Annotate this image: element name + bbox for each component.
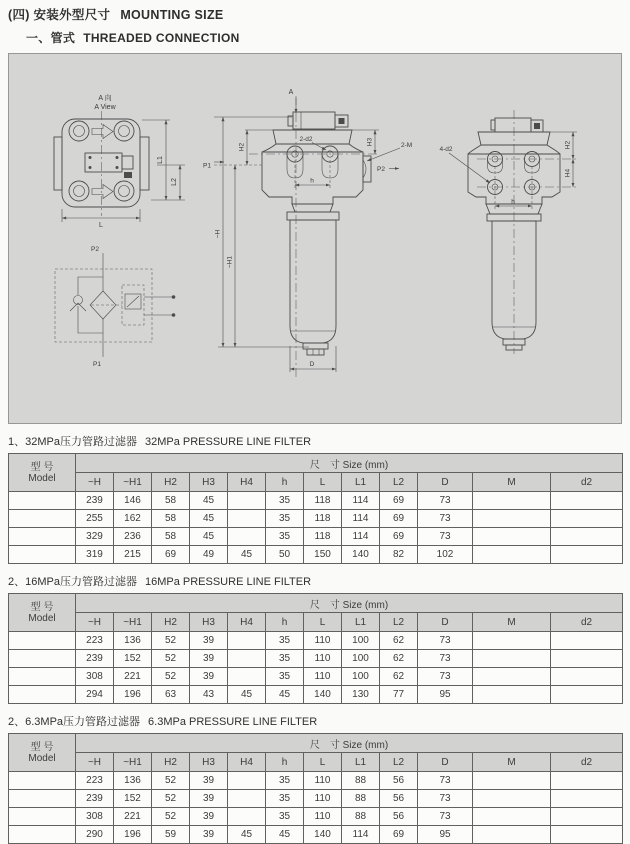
- data-cell: 35: [266, 650, 304, 668]
- size-header: 尺 寸 Size (mm): [76, 594, 623, 613]
- data-cell: 73: [418, 510, 473, 528]
- data-cell: 45: [228, 686, 266, 704]
- data-cell: 140: [342, 546, 380, 564]
- data-cell: 43: [190, 686, 228, 704]
- data-cell: 73: [418, 772, 473, 790]
- data-cell: [551, 546, 623, 564]
- section-title: [8, 713, 630, 729]
- data-cell: 114: [342, 528, 380, 546]
- data-cell: [473, 772, 551, 790]
- model-header-zh: 型 号: [30, 461, 54, 473]
- data-cell: 95: [418, 826, 473, 844]
- svg-text:L1: L1: [157, 156, 164, 164]
- model-header: [9, 734, 76, 772]
- data-cell: 52: [152, 790, 190, 808]
- table-row: [9, 686, 623, 704]
- label-4-d2: [439, 146, 490, 183]
- size-header: 尺 寸 Size (mm): [76, 454, 623, 473]
- svg-text:h: h: [310, 177, 314, 185]
- column-header-h: ~H: [76, 473, 114, 492]
- data-cell: 329: [76, 528, 114, 546]
- data-cell: 110: [304, 632, 342, 650]
- data-cell: [551, 790, 623, 808]
- data-cell: 73: [418, 668, 473, 686]
- model-header-en: Model: [28, 472, 56, 484]
- table-row: [9, 826, 623, 844]
- data-cell: 140: [304, 826, 342, 844]
- column-header-h1: ~H1: [114, 473, 152, 492]
- data-cell: 100: [342, 632, 380, 650]
- data-cell: 114: [342, 492, 380, 510]
- model-cell: [9, 632, 76, 650]
- data-cell: [473, 650, 551, 668]
- data-cell: [473, 528, 551, 546]
- data-cell: 45: [190, 510, 228, 528]
- data-cell: 88: [342, 772, 380, 790]
- data-cell: 56: [380, 790, 418, 808]
- data-cell: 100: [342, 650, 380, 668]
- svg-text:H4: H4: [564, 168, 572, 178]
- column-header-d2: d2: [551, 613, 623, 632]
- column-header-l: L: [304, 613, 342, 632]
- data-cell: 62: [380, 668, 418, 686]
- column-header-h3: H3: [190, 753, 228, 772]
- page-title: [8, 5, 630, 23]
- size-table-32mpa: [8, 453, 623, 564]
- model-header-en: Model: [28, 612, 56, 624]
- technical-drawing: [9, 54, 621, 423]
- column-header-h4: H4: [228, 473, 266, 492]
- column-header-d: D: [418, 753, 473, 772]
- data-cell: [551, 492, 623, 510]
- model-cell: [9, 772, 76, 790]
- data-cell: 35: [266, 790, 304, 808]
- hydraulic-schematic: [55, 246, 175, 368]
- data-cell: [473, 492, 551, 510]
- data-cell: 69: [380, 492, 418, 510]
- dim-H1: [227, 165, 236, 347]
- model-cell: [9, 546, 76, 564]
- data-cell: [473, 632, 551, 650]
- data-cell: 118: [304, 528, 342, 546]
- data-cell: 50: [266, 546, 304, 564]
- schematic-port-p1: P1: [93, 361, 101, 368]
- data-cell: [551, 632, 623, 650]
- data-cell: 58: [152, 510, 190, 528]
- data-cell: 52: [152, 632, 190, 650]
- data-cell: 110: [304, 668, 342, 686]
- table-row: [9, 546, 623, 564]
- data-cell: 59: [152, 826, 190, 844]
- data-cell: 146: [114, 492, 152, 510]
- data-cell: 69: [380, 510, 418, 528]
- data-cell: 319: [76, 546, 114, 564]
- table-row: [9, 668, 623, 686]
- column-header-h: ~H: [76, 753, 114, 772]
- column-header-h: ~H: [76, 613, 114, 632]
- data-cell: 49: [190, 546, 228, 564]
- table-row: [9, 772, 623, 790]
- svg-text:L: L: [99, 222, 103, 229]
- svg-text:~H: ~H: [214, 229, 222, 239]
- section-no: 2、: [8, 716, 26, 728]
- data-cell: 196: [114, 826, 152, 844]
- data-cell: 45: [190, 492, 228, 510]
- model-cell: [9, 492, 76, 510]
- data-cell: 150: [304, 546, 342, 564]
- page-title-en: MOUNTING SIZE: [120, 8, 224, 22]
- data-cell: 45: [266, 686, 304, 704]
- column-header-m: M: [473, 613, 551, 632]
- table-row: [9, 528, 623, 546]
- flow-arrow-icon: [92, 185, 113, 199]
- section-title: [8, 573, 630, 589]
- data-cell: 221: [114, 808, 152, 826]
- label-2-d2: [299, 136, 326, 150]
- page-title-zh: (四) 安装外型尺寸: [8, 8, 111, 22]
- table-row: [9, 510, 623, 528]
- clog-indicator-side: [491, 118, 543, 132]
- svg-text:h: h: [511, 198, 515, 206]
- svg-text:L2: L2: [171, 178, 178, 186]
- data-cell: 52: [152, 650, 190, 668]
- svg-text:H2: H2: [564, 140, 572, 150]
- data-cell: 223: [76, 632, 114, 650]
- label-2-M: [367, 142, 412, 161]
- page-subtitle-zh: 一、管式: [26, 31, 76, 45]
- data-cell: [551, 510, 623, 528]
- column-header-l1: L1: [342, 473, 380, 492]
- data-cell: 73: [418, 492, 473, 510]
- data-cell: 136: [114, 632, 152, 650]
- data-cell: [228, 492, 266, 510]
- data-cell: 73: [418, 808, 473, 826]
- data-cell: 35: [266, 668, 304, 686]
- data-cell: 56: [380, 772, 418, 790]
- data-cell: 114: [342, 826, 380, 844]
- column-header-h: h: [266, 753, 304, 772]
- dim-h-side: [495, 166, 532, 209]
- data-cell: 39: [190, 668, 228, 686]
- data-cell: 239: [76, 790, 114, 808]
- column-header-l: L: [304, 473, 342, 492]
- data-cell: 35: [266, 492, 304, 510]
- model-cell: [9, 826, 76, 844]
- table-row: [9, 492, 623, 510]
- data-cell: [473, 790, 551, 808]
- filter-head-side: [468, 132, 577, 214]
- side-view: [439, 110, 577, 354]
- data-cell: [228, 510, 266, 528]
- model-cell: [9, 668, 76, 686]
- data-cell: 58: [152, 492, 190, 510]
- data-cell: 35: [266, 632, 304, 650]
- svg-text:H2: H2: [238, 142, 246, 152]
- data-cell: [473, 510, 551, 528]
- data-cell: [551, 650, 623, 668]
- section-title-zh: 6.3MPa压力管路过滤器: [25, 716, 141, 728]
- column-header-d2: d2: [551, 473, 623, 492]
- column-header-h2: H2: [152, 753, 190, 772]
- data-cell: 77: [380, 686, 418, 704]
- dim-H3: [351, 130, 379, 154]
- data-cell: 52: [152, 668, 190, 686]
- column-header-h3: H3: [190, 613, 228, 632]
- data-cell: 62: [380, 650, 418, 668]
- flow-arrow-icon: [92, 125, 113, 139]
- filter-symbol: [90, 291, 116, 319]
- column-header-m: M: [473, 753, 551, 772]
- data-cell: [228, 668, 266, 686]
- data-cell: 140: [304, 686, 342, 704]
- column-header-l1: L1: [342, 613, 380, 632]
- data-cell: 118: [304, 492, 342, 510]
- model-cell: [9, 510, 76, 528]
- data-cell: 35: [266, 808, 304, 826]
- dim-L: [62, 209, 140, 229]
- data-cell: 69: [380, 528, 418, 546]
- data-cell: 52: [152, 808, 190, 826]
- section-title-en: 6.3MPa PRESSURE LINE FILTER: [148, 716, 318, 728]
- data-cell: 69: [152, 546, 190, 564]
- a-view-label-zh: A 向: [98, 95, 112, 102]
- data-cell: 45: [228, 546, 266, 564]
- data-cell: 136: [114, 772, 152, 790]
- dim-L1: [142, 120, 185, 200]
- data-cell: [551, 668, 623, 686]
- a-view-label-en: A View: [94, 104, 116, 111]
- dim-H2: [239, 130, 276, 165]
- data-cell: 73: [418, 528, 473, 546]
- data-cell: 73: [418, 650, 473, 668]
- data-cell: 88: [342, 808, 380, 826]
- data-cell: 58: [152, 528, 190, 546]
- data-cell: 39: [190, 772, 228, 790]
- size-table-16mpa: [8, 593, 623, 704]
- data-cell: [551, 528, 623, 546]
- data-cell: 118: [304, 510, 342, 528]
- data-cell: 52: [152, 772, 190, 790]
- section-32mpa: [8, 433, 630, 564]
- dim-L2: [157, 165, 185, 200]
- column-header-h4: H4: [228, 613, 266, 632]
- column-header-h3: H3: [190, 473, 228, 492]
- section-16mpa: [8, 573, 630, 704]
- label-p1: [203, 162, 262, 170]
- drawing-panel: [8, 53, 622, 424]
- dim-H2-side: [549, 132, 577, 159]
- view-arrow-label: A: [288, 89, 294, 96]
- column-header-d: D: [418, 613, 473, 632]
- data-cell: 221: [114, 668, 152, 686]
- svg-text:P2: P2: [377, 166, 385, 173]
- svg-text:4-d2: 4-d2: [439, 146, 453, 153]
- schematic-port-p2: P2: [91, 246, 99, 253]
- model-header-en: Model: [28, 752, 56, 764]
- column-header-h2: H2: [152, 613, 190, 632]
- svg-text:~H1: ~H1: [226, 255, 234, 269]
- clog-indicator: [288, 112, 348, 129]
- page-subtitle-en: THREADED CONNECTION: [83, 31, 240, 45]
- column-header-l: L: [304, 753, 342, 772]
- data-cell: [473, 686, 551, 704]
- data-cell: 294: [76, 686, 114, 704]
- data-cell: 236: [114, 528, 152, 546]
- model-cell: [9, 528, 76, 546]
- data-cell: 152: [114, 790, 152, 808]
- dim-H: [214, 117, 309, 347]
- page-subtitle: [26, 29, 630, 46]
- svg-text:P1: P1: [203, 162, 211, 170]
- data-cell: 45: [190, 528, 228, 546]
- column-header-l2: L2: [380, 613, 418, 632]
- section-title-en: 32MPa PRESSURE LINE FILTER: [144, 436, 312, 448]
- size-header: 尺 寸 Size (mm): [76, 734, 623, 753]
- data-cell: 308: [76, 668, 114, 686]
- data-cell: 35: [266, 528, 304, 546]
- data-cell: 102: [418, 546, 473, 564]
- model-header: [9, 594, 76, 632]
- column-header-l2: L2: [380, 753, 418, 772]
- data-cell: 39: [190, 632, 228, 650]
- data-cell: 196: [114, 686, 152, 704]
- pressure-switch-symbol: [116, 285, 175, 325]
- data-cell: 215: [114, 546, 152, 564]
- data-cell: [473, 668, 551, 686]
- column-header-h: h: [266, 473, 304, 492]
- data-cell: [228, 790, 266, 808]
- data-cell: 110: [304, 772, 342, 790]
- model-cell: [9, 790, 76, 808]
- table-row: [9, 650, 623, 668]
- data-cell: 56: [380, 808, 418, 826]
- data-cell: 45: [266, 826, 304, 844]
- data-cell: 152: [114, 650, 152, 668]
- section-no: 1、: [8, 436, 26, 448]
- data-cell: 62: [380, 632, 418, 650]
- data-cell: 100: [342, 668, 380, 686]
- column-header-d2: d2: [551, 753, 623, 772]
- data-cell: 290: [76, 826, 114, 844]
- data-cell: 39: [190, 808, 228, 826]
- section-6-3mpa: [8, 713, 630, 844]
- model-header-zh: 型 号: [30, 601, 54, 613]
- model-header: [9, 454, 76, 492]
- svg-text:H3: H3: [366, 137, 374, 147]
- dim-h-front: [295, 160, 330, 188]
- data-cell: 110: [304, 790, 342, 808]
- data-cell: 39: [190, 826, 228, 844]
- data-cell: 110: [304, 650, 342, 668]
- data-cell: 223: [76, 772, 114, 790]
- data-cell: 69: [380, 826, 418, 844]
- column-header-h4: H4: [228, 753, 266, 772]
- data-cell: 95: [418, 686, 473, 704]
- filter-bowl: [287, 204, 339, 355]
- size-table-6-3mpa: [8, 733, 623, 844]
- data-cell: 82: [380, 546, 418, 564]
- data-cell: [473, 826, 551, 844]
- column-header-l2: L2: [380, 473, 418, 492]
- indicator-block: [85, 153, 133, 178]
- svg-text:D: D: [309, 361, 315, 368]
- data-cell: [228, 528, 266, 546]
- data-cell: 35: [266, 510, 304, 528]
- column-header-h2: H2: [152, 473, 190, 492]
- data-cell: 88: [342, 790, 380, 808]
- data-cell: 255: [76, 510, 114, 528]
- data-cell: 39: [190, 650, 228, 668]
- data-cell: 35: [266, 772, 304, 790]
- top-view: [54, 93, 185, 229]
- data-cell: [551, 686, 623, 704]
- data-cell: [228, 772, 266, 790]
- data-cell: 130: [342, 686, 380, 704]
- data-cell: 114: [342, 510, 380, 528]
- data-cell: 239: [76, 492, 114, 510]
- model-cell: [9, 650, 76, 668]
- data-cell: 162: [114, 510, 152, 528]
- svg-text:2-M: 2-M: [401, 142, 413, 149]
- data-cell: 63: [152, 686, 190, 704]
- section-title-zh: 32MPa压力管路过滤器: [25, 436, 137, 448]
- data-cell: 239: [76, 650, 114, 668]
- model-cell: [9, 686, 76, 704]
- svg-text:2-d2: 2-d2: [299, 136, 313, 143]
- data-cell: [473, 546, 551, 564]
- data-cell: 73: [418, 790, 473, 808]
- filter-head: [249, 130, 379, 204]
- table-row: [9, 632, 623, 650]
- model-header-zh: 型 号: [30, 741, 54, 753]
- data-cell: 110: [304, 808, 342, 826]
- section-title-en: 16MPa PRESSURE LINE FILTER: [144, 576, 312, 588]
- column-header-l1: L1: [342, 753, 380, 772]
- column-header-h: h: [266, 613, 304, 632]
- column-header-h1: ~H1: [114, 613, 152, 632]
- section-no: 2、: [8, 576, 26, 588]
- data-cell: [228, 632, 266, 650]
- section-title: [8, 433, 630, 449]
- label-p2: [377, 166, 399, 173]
- data-cell: [551, 826, 623, 844]
- column-header-d: D: [418, 473, 473, 492]
- data-cell: 39: [190, 790, 228, 808]
- front-view: [203, 89, 412, 379]
- column-header-m: M: [473, 473, 551, 492]
- data-cell: 308: [76, 808, 114, 826]
- data-cell: [551, 772, 623, 790]
- section-title-zh: 16MPa压力管路过滤器: [25, 576, 137, 588]
- data-cell: 45: [228, 826, 266, 844]
- data-cell: [228, 650, 266, 668]
- data-cell: 73: [418, 632, 473, 650]
- column-header-h1: ~H1: [114, 753, 152, 772]
- table-row: [9, 790, 623, 808]
- dim-H4-side: [565, 159, 574, 187]
